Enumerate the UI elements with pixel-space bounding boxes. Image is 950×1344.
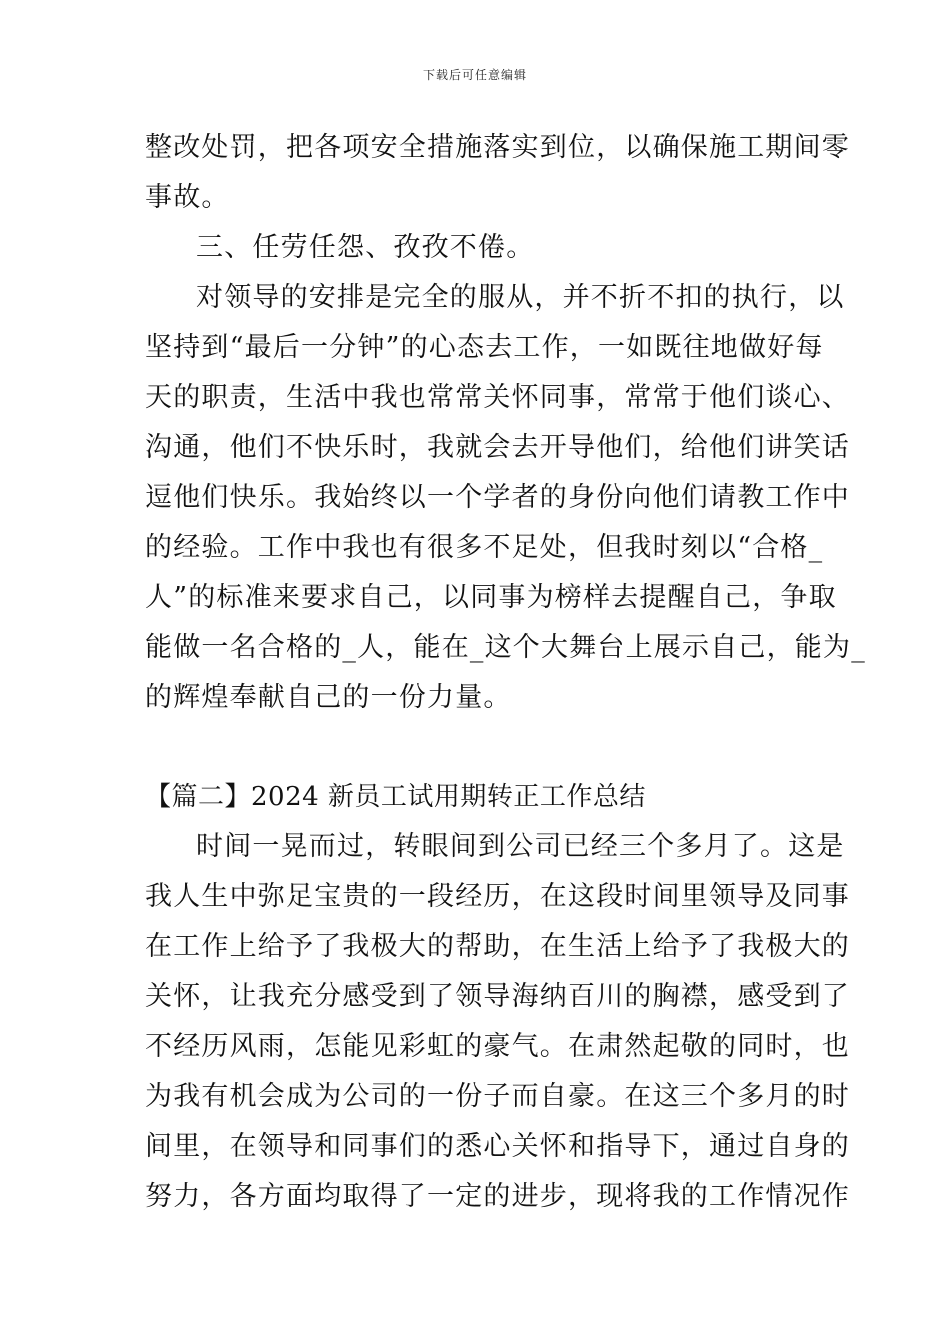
paragraph-line: 能做一名合格的_人，能在_这个大舞台上展示自己，能为_ (145, 632, 866, 663)
paragraph-line: 天的职责，生活中我也常常关怀同事，常常于他们谈心、 (145, 382, 850, 413)
paragraph-line: 不经历风雨，怎能见彩虹的豪气。在肃然起敬的同时，也 (145, 1031, 850, 1062)
page-header: 下载后可任意编辑 (422, 68, 527, 82)
paragraph-line: 时间一晃而过，转眼间到公司已经三个多月了。这是 (196, 831, 845, 862)
paragraph-line: 在工作上给予了我极大的帮助，在生活上给予了我极大的 (145, 931, 850, 962)
section-heading: 三、任劳任怨、孜孜不倦。 (196, 232, 535, 263)
paragraph-line: 间里，在领导和同事们的悉心关怀和指导下，通过自身的 (145, 1131, 850, 1162)
paragraph-line: 我人生中弥足宝贵的一段经历，在这段时间里领导及同事 (145, 881, 850, 912)
paragraph-line: 整改处罚，把各项安全措施落实到位，以确保施工期间零 (145, 132, 850, 163)
paragraph-line: 为我有机会成为公司的一份子而自豪。在这三个多月的时 (145, 1081, 850, 1112)
paragraph-line: 关怀，让我充分感受到了领导海纳百川的胸襟，感受到了 (145, 981, 850, 1012)
paragraph-line: 沟通，他们不快乐时，我就会去开导他们，给他们讲笑话 (145, 432, 850, 463)
paragraph-line: 坚持到“最后一分钟”的心态去工作，一如既往地做好每 (145, 332, 824, 363)
paragraph-line: 人”的标准来要求自己，以同事为榜样去提醒自己，争取 (145, 582, 837, 613)
paragraph-line: 对领导的安排是完全的服从，并不折不扣的执行，以 (196, 282, 845, 313)
section-title: 【篇二】2024 新员工试用期转正工作总结 (145, 782, 646, 812)
paragraph-line: 努力，各方面均取得了一定的进步，现将我的工作情况作 (145, 1181, 850, 1212)
paragraph-line: 的经验。工作中我也有很多不足处，但我时刻以“合格_ (145, 532, 824, 563)
paragraph-line: 的辉煌奉献自己的一份力量。 (145, 682, 512, 713)
paragraph-line: 事故。 (145, 182, 230, 213)
paragraph-line: 逗他们快乐。我始终以一个学者的身份向他们请教工作中 (145, 482, 850, 513)
